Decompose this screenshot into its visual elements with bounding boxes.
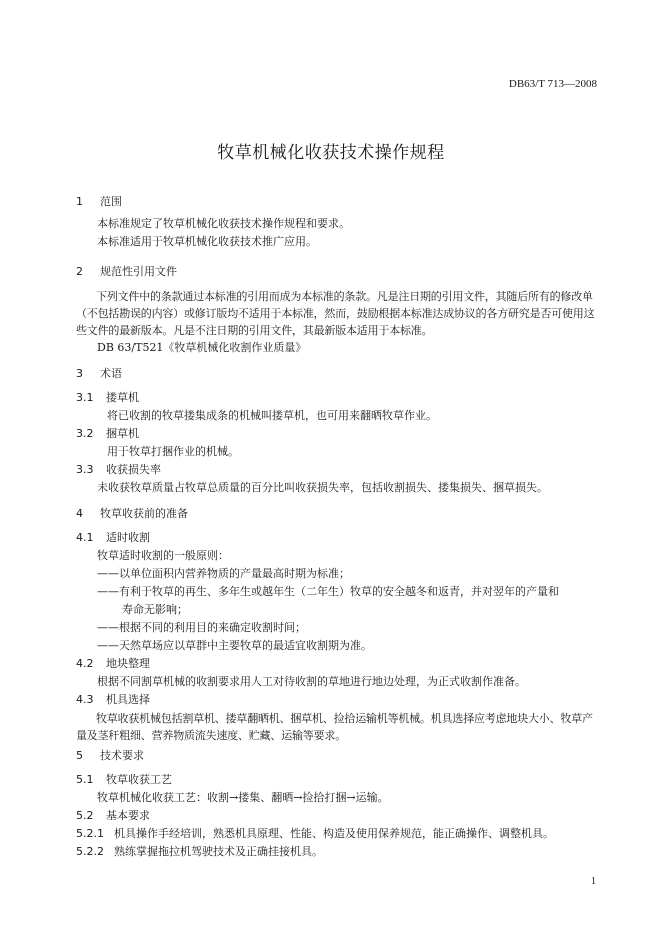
document-title: 牧草机械化收获技术操作规程 — [217, 143, 445, 163]
clause-number: 5.2.1 — [76, 827, 104, 840]
page-number: 1 — [591, 876, 596, 887]
clause-title: 搂草机 — [106, 391, 139, 404]
clause-number: 3.1 — [76, 391, 94, 404]
clause-4-2-heading — [76, 656, 598, 672]
section-5-heading — [76, 748, 598, 764]
clause-number: 4.2 — [76, 657, 94, 670]
clause-title: 适时收割 — [106, 531, 150, 544]
clause-number: 4.3 — [76, 693, 94, 706]
clause-title: 地块整理 — [106, 657, 150, 670]
clause-title: 捆草机 — [106, 427, 139, 440]
section-title: 术语 — [100, 367, 122, 380]
clause-text: 牧草机械化收获工艺：收割→搂集、翻晒→捡拾打捆→运输。 — [97, 791, 389, 804]
section-title: 规范性引用文件 — [100, 265, 177, 278]
clause-text: 熟练掌握拖拉机驾驶技术及正确挂接机具。 — [114, 845, 323, 858]
section-2-heading — [76, 264, 598, 280]
section-4-heading — [76, 506, 598, 522]
section-number: 4 — [76, 507, 83, 520]
section-number: 2 — [76, 265, 83, 278]
paragraph: 下列文件中的条款通过本标准的引用而成为本标准的条款。凡是注日期的引用文件，其随后所有的修改单（不包括勘误的内容）或修订版均不适用于本标准，然而，鼓励根据本标准达成协议的各方研究是否可使用这些文件的最新版本。凡是不注日期的引用文件，其最新版本适用于本标准。 — [76, 290, 595, 337]
clause-5-1-heading — [76, 772, 598, 788]
section-number: 5 — [76, 749, 83, 762]
section-1-heading — [76, 194, 598, 210]
term-3-3-heading — [76, 462, 598, 478]
list-item: ——天然草场应以草群中主要牧草的最适宜收割期为准。 — [97, 639, 372, 652]
paragraph: 本标准适用于牧草机械化收获技术推广应用。 — [97, 235, 317, 248]
clause-number: 5.2.2 — [76, 845, 104, 858]
clause-number: 5.2 — [76, 809, 94, 822]
section-3-heading — [76, 366, 598, 382]
term-3-1-heading — [76, 390, 598, 406]
term-3-2-heading — [76, 426, 598, 442]
clause-5-2-2 — [76, 844, 598, 860]
term-definition: 将已收割的牧草搂集成条的机械叫搂草机，也可用来翻晒牧草作业。 — [107, 409, 437, 422]
clause-title: 机具选择 — [106, 693, 150, 706]
list-item: ——以单位面积内营养物质的产量最高时期为标准； — [97, 567, 350, 580]
clause-number: 4.1 — [76, 531, 94, 544]
clause-text: 牧草收获机械包括割草机、搂草翻晒机、捆草机、捡拾运输机等机械。机具选择应考虑地块大小、牧草产量及茎秆粗细、营养物质流失速度、贮藏、运输等要求。 — [76, 712, 593, 742]
clause-intro: 牧草适时收割的一般原则： — [97, 549, 229, 562]
clause-text: 机具操作手经培训，熟悉机具原理、性能、构造及使用保养规范，能正确操作、调整机具。 — [114, 827, 554, 840]
clause-5-2-1 — [76, 826, 598, 842]
clause-4-3-heading — [76, 692, 598, 708]
standard-code: DB63/T 713—2008 — [508, 78, 597, 90]
clause-5-2-heading — [76, 808, 598, 824]
paragraph: 本标准规定了牧草机械化收获技术操作规程和要求。 — [97, 217, 350, 230]
term-definition: 未收获牧草质量占牧草总质量的百分比叫收获损失率，包括收割损失、搂集损失、捆草损失。 — [97, 481, 548, 494]
clause-number: 3.2 — [76, 427, 94, 440]
reference-item: DB 63/T521《牧草机械化收割作业质量》 — [97, 341, 307, 354]
section-title: 牧草收获前的准备 — [100, 507, 188, 520]
section-number: 1 — [76, 195, 83, 208]
clause-title: 牧草收获工艺 — [106, 773, 172, 786]
clause-title: 收获损失率 — [106, 463, 161, 476]
clause-4-1-heading — [76, 530, 598, 546]
list-item: ——根据不同的利用目的来确定收割时间； — [97, 621, 306, 634]
clause-number: 3.3 — [76, 463, 94, 476]
clause-number: 5.1 — [76, 773, 94, 786]
term-definition: 用于牧草打捆作业的机械。 — [107, 445, 239, 458]
clause-text: 根据不同割草机械的收割要求用人工对待收割的草地进行地边处理，为正式收割作准备。 — [97, 675, 526, 688]
section-title: 技术要求 — [100, 749, 144, 762]
list-item: ——有利于牧草的再生、多年生或越年生（二年生）牧草的安全越冬和返青，并对翌年的产量和 — [97, 585, 559, 598]
clause-title: 基本要求 — [106, 809, 150, 822]
list-item-continuation: 寿命无影响； — [122, 603, 188, 616]
section-title: 范围 — [100, 195, 122, 208]
section-number: 3 — [76, 367, 83, 380]
